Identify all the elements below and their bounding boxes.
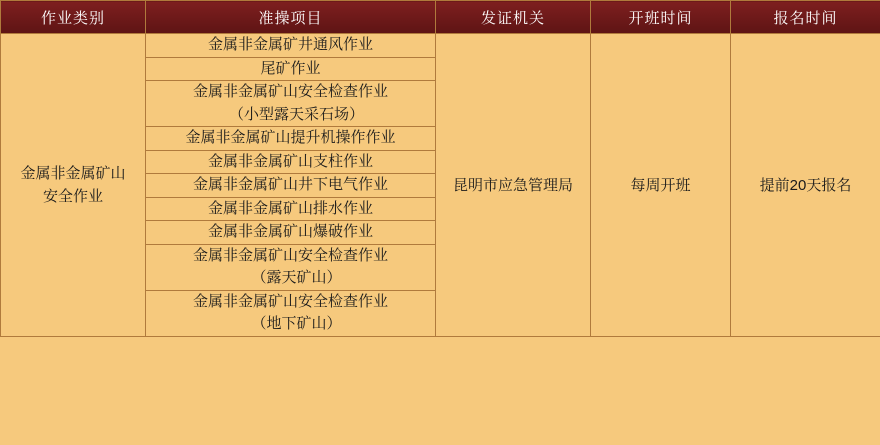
table-body (1, 34, 880, 337)
cell-item (146, 197, 436, 221)
item-label-secondary: （露天矿山） (251, 269, 342, 286)
cell-authority: 昆明市应急管理局 (436, 34, 591, 337)
cell-item (146, 150, 436, 174)
category-label-line2: 安全作业 (42, 187, 103, 205)
category-label-line1: 金属非金属矿山 (20, 164, 126, 182)
item-label: 金属非金属矿山排水作业 (207, 199, 373, 217)
column-header-registration-time: 报名时间 (731, 1, 880, 34)
item-label: 金属非金属矿山安全检查作业 (192, 83, 388, 100)
column-header-class-time: 开班时间 (591, 1, 731, 34)
cell-item (146, 81, 436, 127)
cell-class-time: 每周开班 (591, 34, 731, 337)
cell-item (146, 174, 436, 198)
item-label-secondary: （地下矿山） (251, 315, 342, 332)
cell-item (146, 127, 436, 151)
item-label: 金属非金属矿山提升机操作作业 (185, 129, 396, 146)
item-label: 金属非金属矿山安全检查作业 (192, 246, 388, 264)
item-label: 金属非金属矿山安全检查作业 (192, 292, 388, 310)
cell-item (146, 34, 436, 58)
column-header-authority: 发证机关 (436, 1, 591, 34)
table-row (1, 34, 880, 58)
column-header-items: 准操项目 (146, 1, 436, 34)
item-label-secondary: （小型露天采石场） (228, 105, 364, 123)
cell-item (146, 57, 436, 81)
item-label: 金属非金属矿井通风作业 (207, 36, 373, 53)
item-label: 尾矿作业 (260, 59, 321, 77)
item-label: 金属非金属矿山支柱作业 (207, 152, 373, 170)
item-label: 金属非金属矿山爆破作业 (207, 223, 373, 240)
item-label: 金属非金属矿山井下电气作业 (192, 176, 388, 193)
table-header (1, 1, 880, 34)
cell-item (146, 290, 436, 336)
cell-item (146, 244, 436, 290)
cell-item (146, 221, 436, 245)
cell-category (1, 34, 146, 337)
cell-registration-time: 提前20天报名 (731, 34, 880, 337)
table-header-row (1, 1, 880, 34)
column-header-category: 作业类别 (1, 1, 146, 34)
